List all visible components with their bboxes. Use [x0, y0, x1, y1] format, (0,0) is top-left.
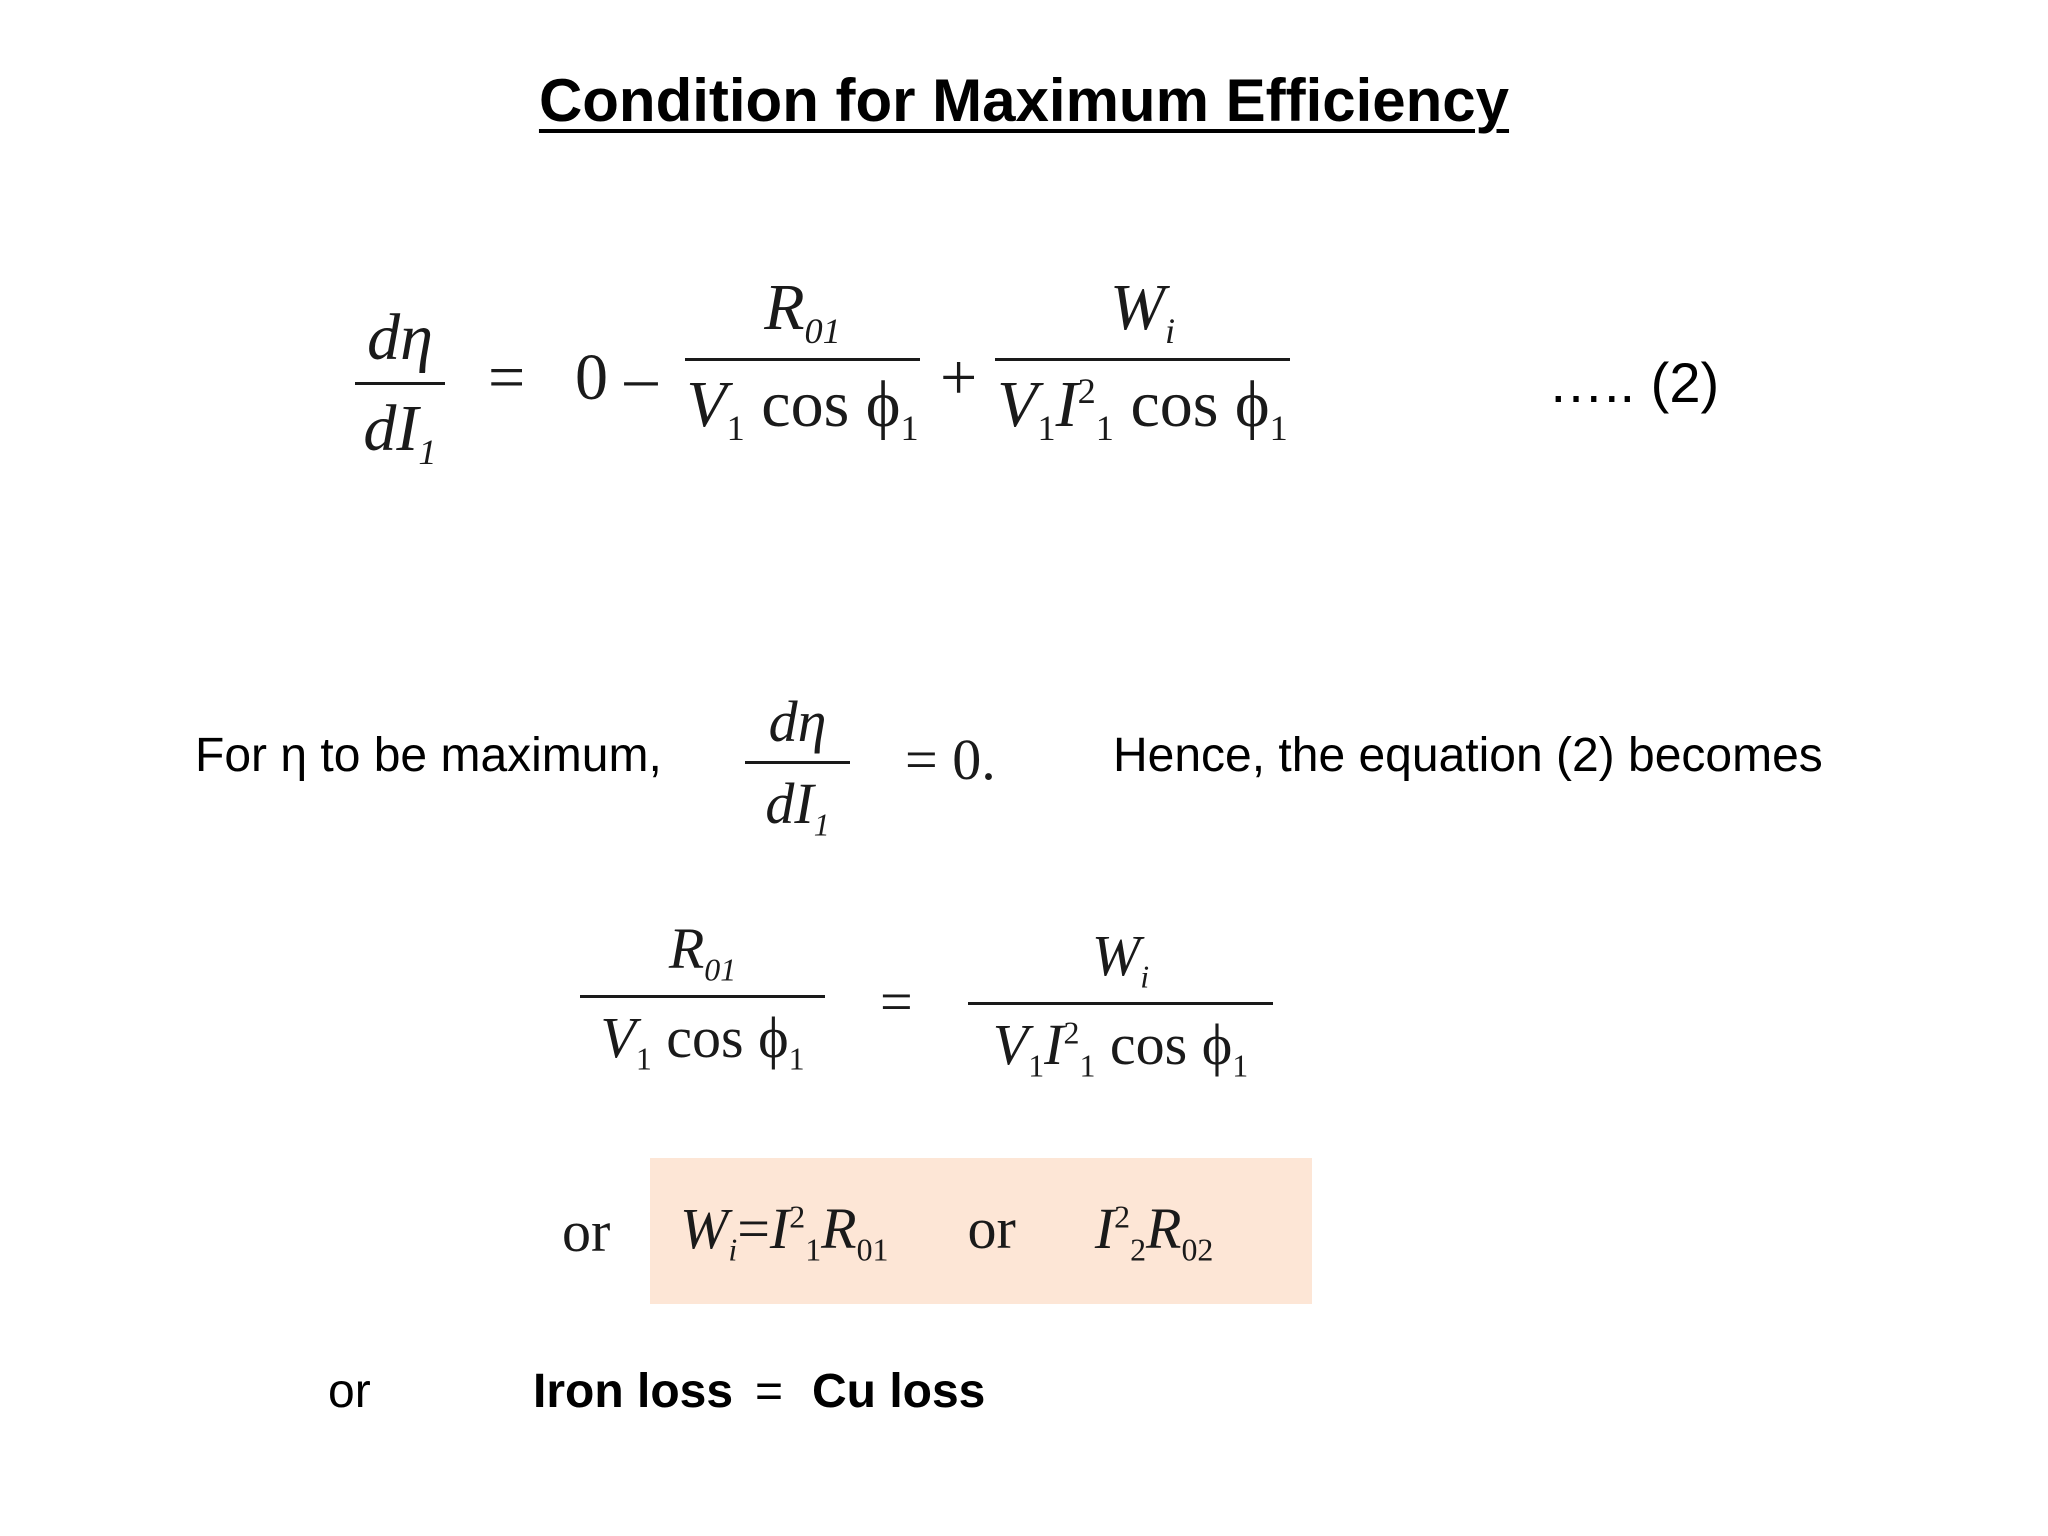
iron-copper-equality: $W_i=I^2_1R_{01}$ or $I^2_2R_{02}$ [680, 1196, 1214, 1268]
condition-suffix: Hence, the equation (2) becomes [1113, 729, 1823, 782]
fraction-bar [968, 1002, 1273, 1005]
dn-dI1-fraction [355, 300, 445, 473]
conclusion-or: or [328, 1365, 371, 1418]
plus-sign: + [940, 341, 978, 414]
dn-dI1-fraction [745, 688, 850, 844]
fraction-bar [995, 358, 1290, 361]
iron-loss-label: Iron loss [533, 1365, 734, 1418]
equation-number: ….. (2) [1548, 351, 1720, 414]
fraction-denominator: $V_1$ $\cos \phi_1$ [600, 1004, 805, 1077]
fraction-numerator: dη [367, 301, 433, 374]
r01-over-v1cos-fraction [580, 915, 825, 1077]
fraction-denominator: $dI_1$ [765, 771, 830, 843]
equals-sign: = [880, 969, 913, 1034]
fraction-bar [745, 761, 850, 764]
fraction-denominator: $V_1I^2_1$ $\cos \phi_1$ [997, 368, 1288, 449]
fraction-bar [580, 995, 825, 998]
cu-loss-label: Cu loss [812, 1365, 986, 1418]
fraction-denominator: $V_1$ $\cos \phi_1$ [686, 368, 919, 449]
or-prefix: or [562, 1199, 611, 1264]
fraction-bar [685, 358, 920, 361]
fraction-numerator: $R_{01}$ [764, 271, 841, 352]
equals-sign: = [755, 1365, 784, 1418]
page-title: Condition for Maximum Efficiency [538, 67, 1510, 134]
equals-sign: = [488, 341, 526, 414]
zero-minus: 0 – [575, 341, 658, 414]
equals-zero: = 0. [905, 727, 996, 792]
r01-over-v1cos-fraction [685, 270, 920, 449]
fraction-numerator: $W_i$ [1109, 271, 1176, 352]
fraction-numerator: $R_{01}$ [668, 916, 737, 988]
wi-over-v1i1cos-fraction [995, 270, 1290, 449]
fraction-denominator: $dI_1$ [363, 392, 437, 473]
fraction-bar [355, 382, 445, 385]
condition-prefix: For η to be maximum, [195, 729, 662, 782]
fraction-numerator: dη [768, 689, 827, 754]
wi-over-v1i1cos-fraction [968, 922, 1273, 1084]
fraction-denominator: $V_1I^2_1$ $\cos \phi_1$ [992, 1011, 1249, 1084]
fraction-numerator: $W_i$ [1091, 923, 1150, 995]
